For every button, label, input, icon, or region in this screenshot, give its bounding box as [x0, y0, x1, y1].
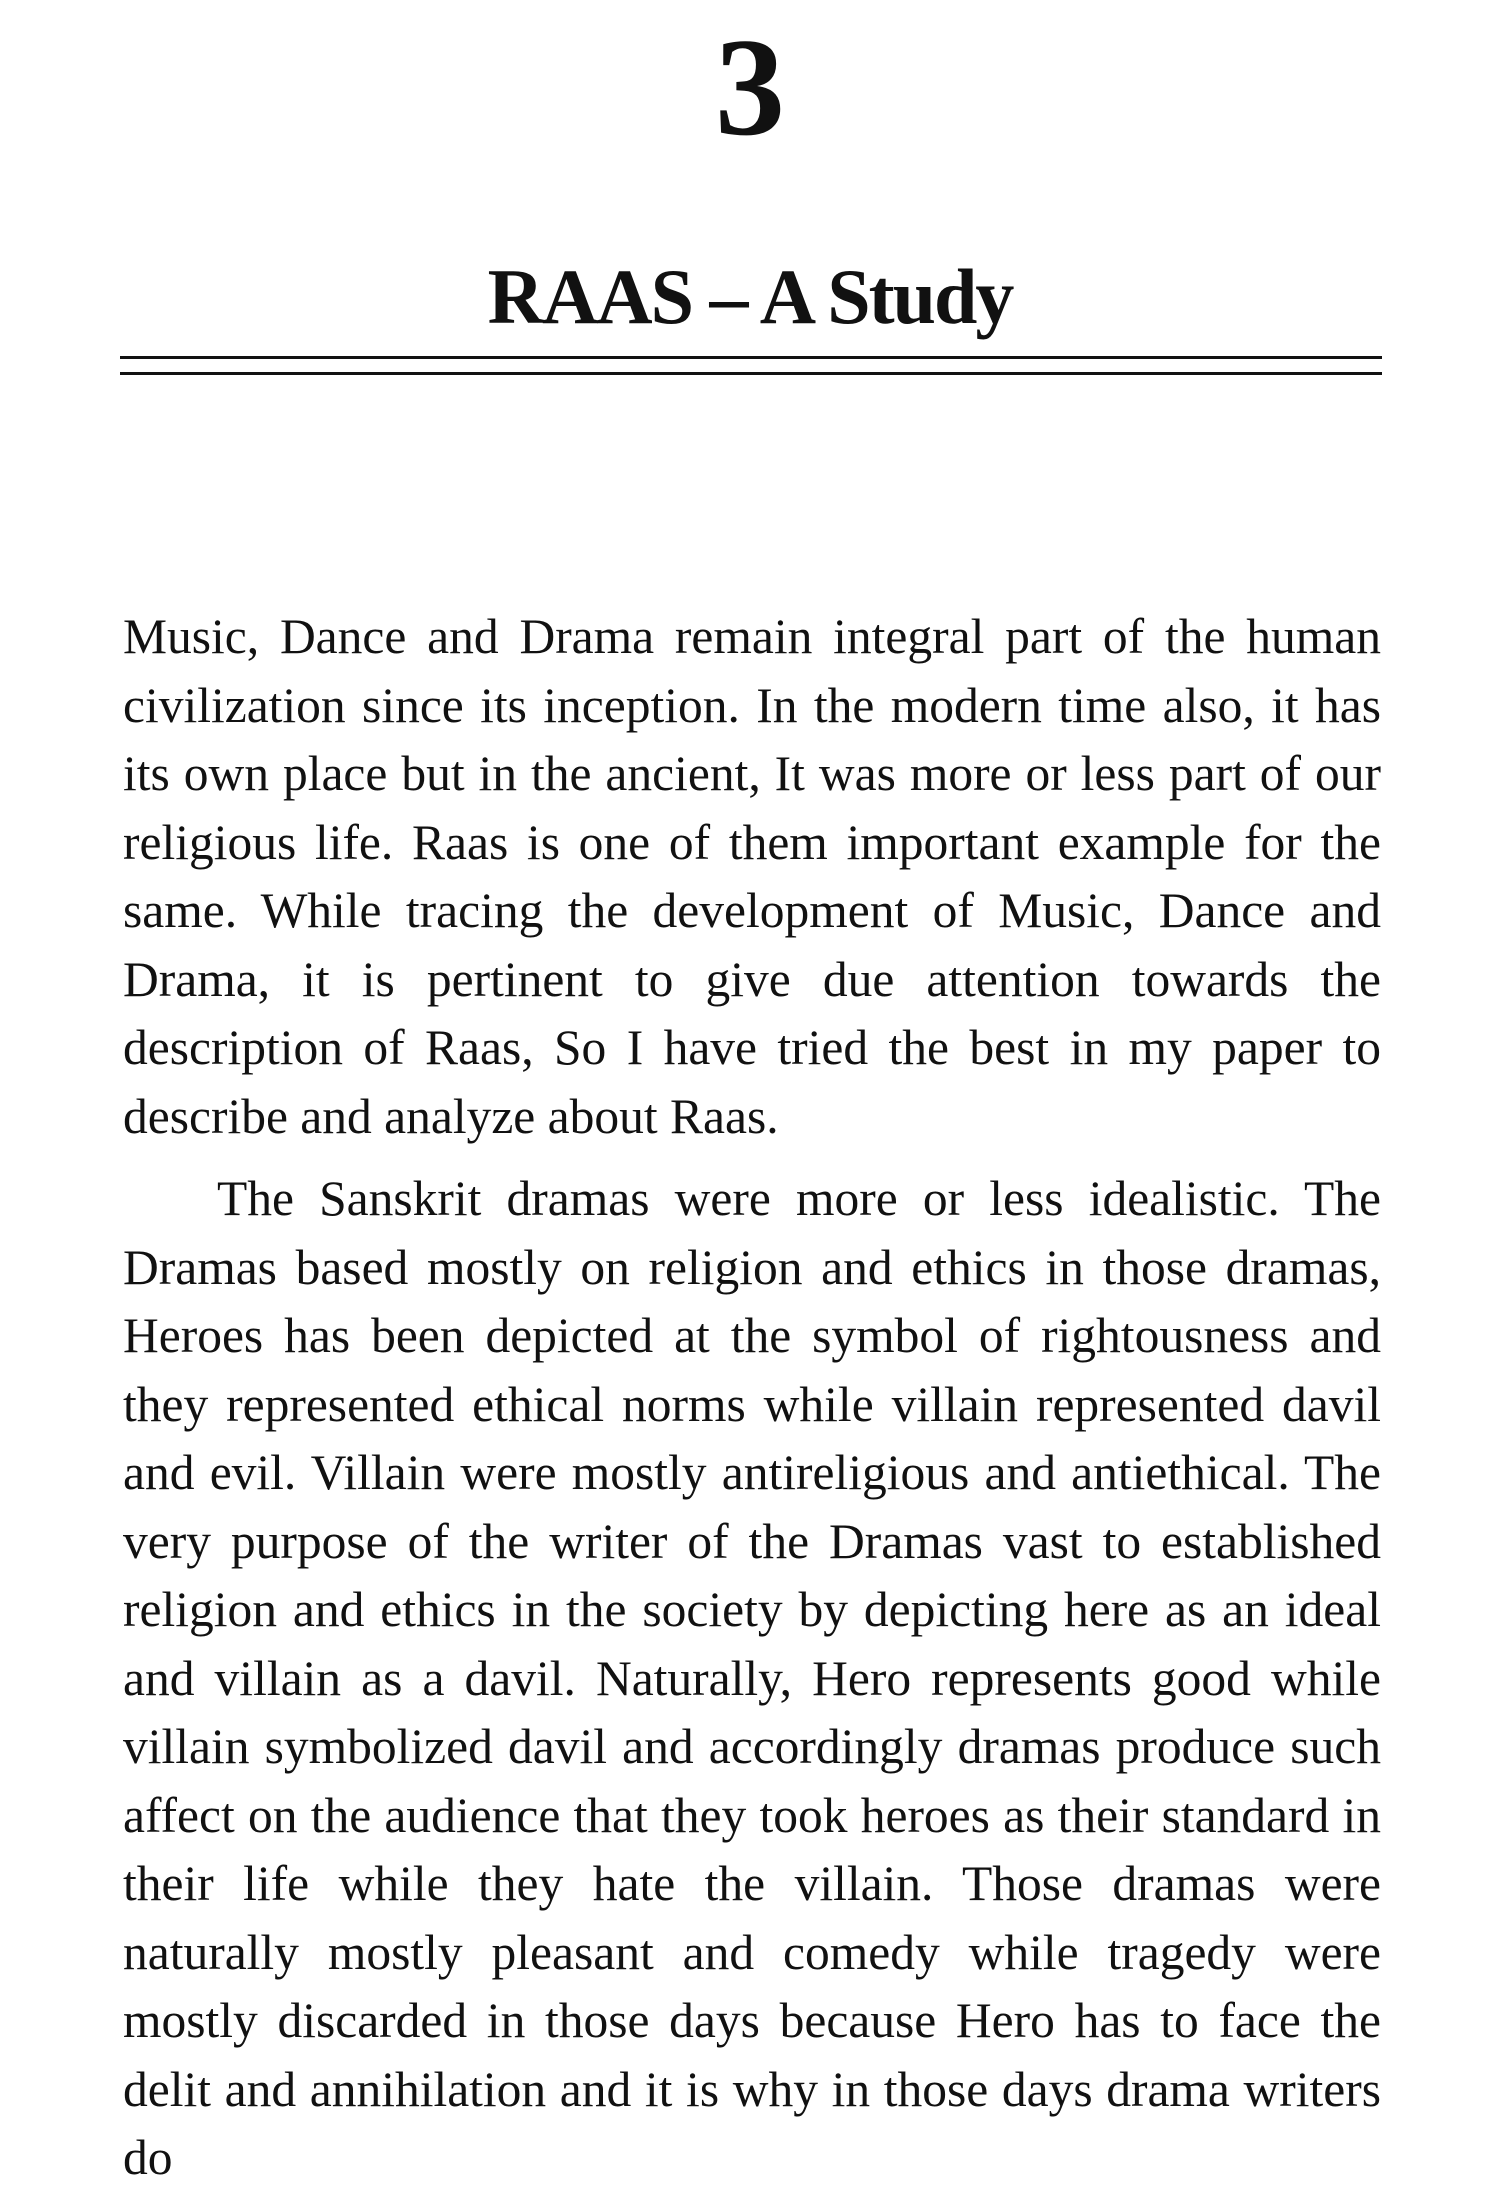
- chapter-number: 3: [715, 10, 785, 165]
- title-rule-top: [120, 356, 1382, 359]
- paragraph-1: Music, Dance and Drama remain integral part of the human civilization since its inception. In the modern time also, it has its own place but in the ancient, It was more or less part of our religious life. Raas is one of them important example for the same. While tracing the development of Music, Dance and Drama, it is pertinent to give due attention towards the description of Raas, So I have tried the best in my paper to describe and analyze about Raas.: [123, 609, 1381, 1144]
- chapter-title: RAAS – A Study: [487, 253, 1013, 340]
- paragraph-2: The Sanskrit dramas were more or less idealistic. The Dramas based mostly on religion and ethics in those dramas, Heroes has been depicted at the symbol of rightousness and they represented ethical norms while villain represented davil and evil. Villain were mostly antireligious and antiethical. The very purpose of the writer of the Dramas vast to established religion and ethics in the society by depicting here as an ideal and villain as a davil. Naturally, Hero represents good while villain symbolized davil and accordingly dramas produce such affect on the audience that they took heroes as their standard in their life while they hate the villain. Those dramas were naturally mostly pleasant and comedy while tragedy were mostly discarded in those days because Hero has to face the delit and annihilation and it is why in those days drama writers do: [123, 1171, 1381, 2185]
- chapter-body: [123, 603, 1381, 2193]
- title-rule-bottom: [120, 372, 1382, 375]
